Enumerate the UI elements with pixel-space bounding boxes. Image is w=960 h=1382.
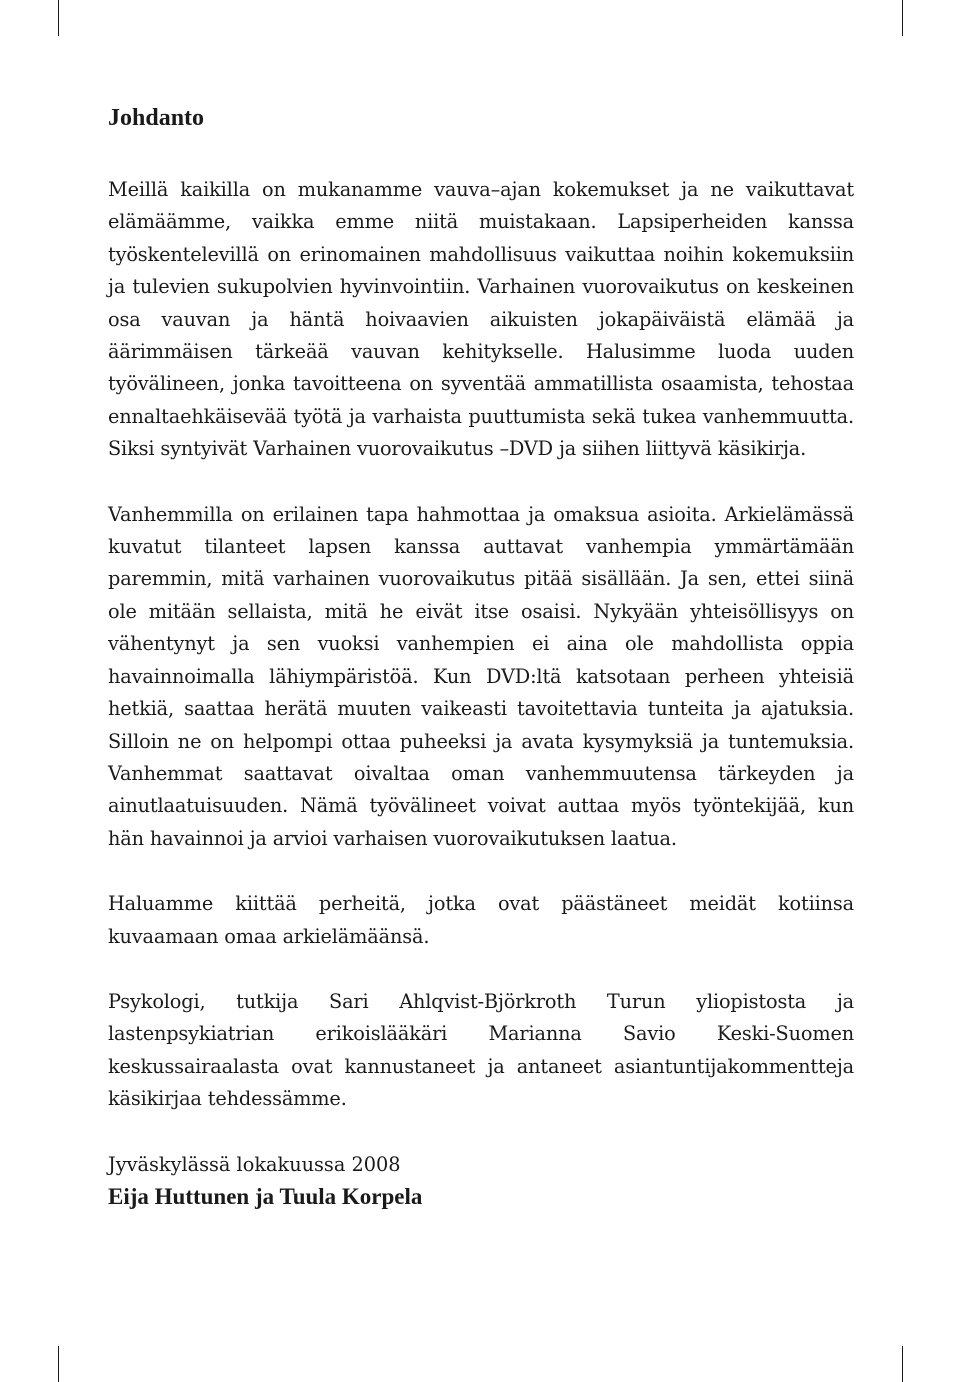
spacer	[108, 953, 854, 986]
page-title: Johdanto	[108, 105, 205, 131]
paragraph-thanks: Haluamme kiittää perheitä, jotka ovat päästäneet meidät kotiinsa kuvaamaan omaa arkielämäänsä.	[108, 892, 854, 948]
page-content	[108, 96, 854, 1213]
paragraph-experts: Psykologi, tutkija Sari Ahlqvist-Björkroth Turun yliopistosta ja lastenpsykiatrian erikoislääkäri Marianna Savio Keski-Suomen keskussairaalasta ovat kannustaneet ja antaneet asiantuntijakommentteja käsikirjaa tehdessämme.	[108, 989, 854, 1111]
paragraph-parents: Vanhemmilla on erilainen tapa hahmottaa ja omaksua asioita. Arkielämässä kuvatut tilanteet lapsen kanssa auttavat vanhempia ymmärtämään paremmin, mitä varhainen vuorovaikutus pitää sisällään. Ja sen, ettei siinä ole mitään sellaista, mitä he eivät itse osaisi. Nykyään yhteisöllisyys on vähentynyt ja sen vuoksi vanhempien ei aina ole mahdollista oppia havainnoimalla lähiympäristöä. Kun DVD:ltä katsotaan perheen yhteisiä hetkiä, saattaa herätä muuten vaikeasti tavoitettavia tunteita ja ajatuksia. Silloin ne on helpompi ottaa puheeksi ja avata kysymyksiä ja tuntemuksia. Vanhemmat saattavat oivaltaa oman vanhemmuutensa tärkeyden ja ainutlaatuisuuden. Nämä työvälineet voivat auttaa myös työntekijää, kun hän havainnoi ja arvioi varhaisen vuorovaikutuksen laatua.	[108, 502, 854, 850]
spacer	[108, 466, 854, 499]
crop-mark-top-left	[58, 0, 59, 36]
spacer	[108, 140, 854, 174]
closing-place-date: Jyväskylässä lokakuussa 2008	[108, 1152, 401, 1176]
paragraph-intro: Meillä kaikilla on mukanamme vauva–ajan kokemukset ja ne vaikuttavat elämäämme, vaikka emme niitä muistakaan. Lapsiperheiden kanssa työskentelevillä on erinomainen mahdollisuus vaikuttaa noihin kokemuksiin ja tulevien sukupolvien hyvinvointiin. Varhainen vuorovaikutus on keskeinen osa vauvan ja häntä hoivaavien aikuisten jokapäiväistä elämää ja äärimmäisen tärkeää vauvan kehitykselle. Halusimme luoda uuden työvälineen, jonka tavoitteena on syventää ammatillista osaamista, tehostaa ennaltaehkäisevää työtä ja varhaista puuttumista sekä tukea vanhemmuutta. Siksi syntyivät Varhainen vuorovaikutus –DVD ja siihen liittyvä käsikirja.	[108, 178, 854, 461]
crop-mark-bottom-left	[58, 1346, 59, 1382]
crop-mark-top-right	[902, 0, 903, 36]
spacer	[108, 1116, 854, 1149]
crop-mark-bottom-right	[902, 1346, 903, 1382]
spacer	[108, 855, 854, 888]
authors-signature: Eija Huttunen ja Tuula Korpela	[108, 1183, 423, 1209]
